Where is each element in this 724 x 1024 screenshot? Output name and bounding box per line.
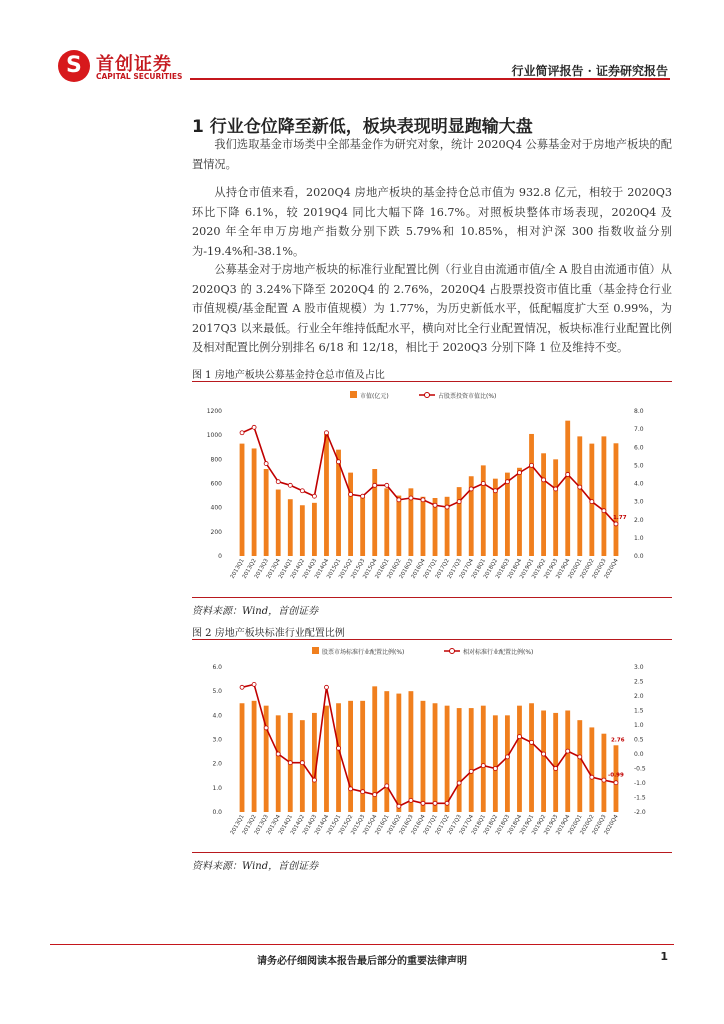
chart1-xtick: 2019Q4	[555, 558, 572, 580]
chart1-bar	[312, 503, 317, 556]
chart1-bar	[252, 448, 257, 556]
chart2-xtick: 2014Q1	[277, 814, 295, 836]
figure1-title: 图 1 房地产板块公募基金持仓总市值及占比	[192, 370, 385, 381]
chart1-bar	[614, 443, 619, 556]
chart1-line-point	[493, 489, 497, 493]
chart1-line-point	[276, 480, 280, 484]
logo-mark	[58, 50, 90, 82]
paragraph-1: 我们选取基金市场类中全部基金作为研究对象，统计 2020Q4 公募基金对于房地产板块的配置情况。	[192, 138, 672, 171]
chart1-bar	[457, 487, 462, 556]
chart1-line-point	[312, 494, 316, 498]
chart1-line-point	[517, 471, 521, 475]
chart1-bar	[577, 436, 582, 556]
chart2-line-point	[542, 752, 546, 756]
chart1-xtick: 2016Q1	[374, 558, 391, 580]
chart2-ytick-right: 2.5	[634, 678, 644, 686]
chart1-bar	[300, 505, 305, 556]
chart1-xtick: 2020Q3	[591, 558, 608, 580]
chart2-line-point	[312, 778, 316, 782]
chart2-ytick-right: -1.5	[634, 794, 646, 802]
chart1-xtick: 2013Q2	[241, 558, 258, 580]
chart1-bar	[529, 434, 534, 556]
chart2-line-point	[276, 752, 280, 756]
chart1-xtick: 2018Q1	[470, 558, 488, 580]
chart1-bar	[481, 465, 486, 556]
chart2-bar	[384, 691, 389, 812]
chart1-line-point	[409, 496, 413, 500]
chart1-xtick: 2013Q3	[253, 558, 270, 580]
chart1-line-series	[242, 427, 616, 524]
chart2-ytick-right: -1.0	[634, 780, 646, 787]
chart2-bar	[505, 715, 510, 812]
chart2-line-point	[590, 775, 594, 779]
chart1-line-point	[288, 483, 292, 487]
chart2-xtick: 2015Q3	[350, 814, 367, 836]
chart2-xtick: 2013Q3	[253, 814, 270, 836]
chart2-ytick-right: -2.0	[634, 809, 646, 816]
chart1-line-point	[457, 500, 461, 504]
chart1-line-point	[542, 478, 546, 482]
chart2-xtick: 2017Q3	[446, 814, 463, 836]
chart1-line-point	[385, 483, 389, 487]
chart1-legend-bar-swatch	[350, 391, 357, 398]
chart2-line-point	[288, 761, 292, 765]
chart1-line-point	[602, 509, 606, 513]
chart2-bar	[457, 708, 462, 812]
chart2-line-point	[324, 685, 328, 689]
chart1-line-point	[264, 462, 268, 466]
chart1-xtick: 2013Q4	[265, 558, 282, 580]
chart2-xtick: 2014Q3	[302, 814, 319, 836]
chart2-xtick: 2018Q4	[507, 814, 524, 836]
chart2-bar	[240, 703, 245, 812]
chart2-xtick: 2015Q2	[338, 814, 355, 836]
chart2-line-point	[300, 761, 304, 765]
chart1-line-point	[614, 522, 618, 526]
chart2-legend-line-marker	[450, 649, 455, 654]
chart2-xtick: 2020Q3	[591, 814, 608, 836]
chart2-line-point	[252, 682, 256, 686]
chart1-xtick: 2020Q1	[567, 558, 584, 580]
chart1-ytick-left: 800	[210, 456, 222, 464]
chart2-line-point	[264, 726, 268, 730]
chart2-xtick: 2013Q4	[265, 814, 282, 836]
chart2-ytick-left: 6.0	[212, 664, 222, 671]
chart2-bar	[276, 715, 281, 812]
chart1-bar	[264, 469, 269, 556]
chart2-ytick-left: 3.0	[212, 736, 222, 744]
chart1-xtick: 2014Q4	[314, 558, 331, 580]
chart2-ytick-right: 0.5	[634, 736, 644, 744]
chart1-ytick-left: 400	[210, 504, 222, 512]
chart1-xtick: 2015Q1	[326, 558, 343, 580]
chart2-legend-line-label: 相对标准行业配置比例(%)	[463, 649, 534, 656]
chart1-ytick-right: 2.0	[634, 516, 644, 524]
chart1-xtick: 2017Q3	[446, 558, 463, 580]
chart2-ytick-left: 0.0	[212, 809, 222, 816]
chart2-line-point	[445, 801, 449, 805]
chart2-xtick: 2013Q2	[241, 814, 258, 836]
chart1-ytick-left: 600	[210, 480, 222, 488]
company-logo	[58, 50, 198, 86]
chart2-xtick: 2014Q2	[289, 814, 307, 836]
chart2-line-point	[240, 685, 244, 689]
chart2-line-point	[373, 793, 377, 797]
chart1-xtick: 2018Q3	[495, 558, 512, 580]
chart1-line-point	[324, 431, 328, 435]
chart2-line-point	[469, 769, 473, 773]
chart2-ytick-left: 4.0	[212, 712, 222, 720]
chart1-xtick: 2019Q1	[519, 558, 536, 580]
chart1-xtick: 2015Q4	[362, 558, 379, 580]
chart2-line-point	[530, 740, 534, 744]
figure2-top-rule	[192, 639, 672, 640]
chart2-ytick-right: -0.5	[634, 765, 646, 773]
figure1-chart	[192, 384, 672, 594]
chart1-bar	[372, 469, 377, 556]
chart2-bar	[324, 706, 329, 812]
page-header	[0, 0, 724, 90]
chart1-ytick-left: 200	[210, 528, 222, 536]
logo-chinese-name: 首创证券	[96, 54, 172, 75]
chart2-line-point	[397, 804, 401, 808]
chart1-legend-line-label: 占股票投资市值比(%)	[438, 393, 497, 400]
chart1-bar	[541, 453, 546, 556]
chart1-xtick: 2019Q2	[531, 558, 548, 580]
figure1-bottom-rule	[192, 597, 672, 598]
chart1-line-point	[590, 500, 594, 504]
chart2-ytick-right: 1.5	[634, 707, 644, 715]
chart2-xtick: 2018Q3	[495, 814, 512, 836]
chart2-ytick-left: 2.0	[212, 760, 222, 768]
chart2-xtick: 2015Q4	[362, 814, 379, 836]
chart2-xtick: 2017Q2	[434, 814, 451, 836]
chart1-line-point	[578, 485, 582, 489]
chart1-bar	[421, 497, 426, 556]
chart1-xtick: 2017Q4	[458, 558, 475, 580]
section-title: 1 行业仓位降至新低，板块表现明显跑输大盘	[192, 117, 533, 137]
chart1-bar	[565, 421, 570, 556]
chart1-ytick-right: 7.0	[634, 426, 644, 434]
chart2-xtick: 2018Q2	[482, 814, 500, 836]
chart1-xtick: 2018Q4	[507, 558, 524, 580]
page-number: 1	[660, 950, 668, 963]
chart2-bar	[445, 706, 450, 812]
chart1-xtick: 2016Q4	[410, 558, 427, 580]
footer-disclaimer: 请务必仔细阅读本报告最后部分的重要法律声明	[257, 956, 467, 967]
chart1-line-point	[397, 498, 401, 502]
chart2-bar	[577, 720, 582, 812]
chart2-ytick-right: 2.0	[634, 693, 644, 700]
chart2-bar	[601, 734, 606, 812]
chart1-ytick-right: 8.0	[634, 408, 644, 415]
chart1-bar	[276, 490, 281, 556]
chart2-bar	[517, 706, 522, 812]
chart1-bar	[360, 497, 365, 556]
chart2-line-point	[614, 781, 618, 785]
chart1-bar	[348, 473, 353, 556]
chart1-bar	[517, 468, 522, 556]
chart2-xtick: 2020Q2	[579, 814, 596, 836]
chart1-bar	[601, 436, 606, 556]
chart2-xtick: 2015Q1	[326, 814, 343, 836]
chart1-line-point	[445, 505, 449, 509]
chart2-bar	[469, 708, 474, 812]
chart2-bar	[481, 706, 486, 812]
chart2-xtick: 2019Q1	[519, 814, 536, 836]
chart2-legend-bar-label: 股票市场标准行业配置比例(%)	[322, 649, 405, 656]
chart1-ytick-right: 6.0	[634, 444, 644, 452]
chart1-line-point	[373, 483, 377, 487]
chart1-xtick: 2020Q4	[603, 558, 620, 580]
chart2-line-point	[409, 798, 413, 802]
figure2-bottom-rule	[192, 852, 672, 853]
chart2-bar	[553, 713, 558, 812]
chart1-bar	[240, 444, 245, 556]
chart2-line-point	[385, 784, 389, 788]
chart1-line-point	[300, 489, 304, 493]
chart2-xtick: 2020Q4	[603, 814, 620, 836]
chart2-ytick-right: 1.0	[634, 722, 644, 729]
chart1-xtick: 2018Q2	[482, 558, 500, 580]
chart1-xtick: 2016Q3	[398, 558, 415, 580]
chart2-line-point	[517, 735, 521, 739]
chart2-xtick: 2016Q2	[386, 814, 403, 836]
chart2-xtick: 2020Q1	[567, 814, 584, 836]
chart2-xtick: 2017Q4	[458, 814, 475, 836]
chart1-xtick: 2015Q3	[350, 558, 367, 580]
chart1-data-label: 1.77	[612, 514, 627, 521]
chart2-bar	[336, 703, 341, 812]
chart1-ytick-right: 0.0	[634, 553, 644, 560]
chart1-line-point	[252, 425, 256, 429]
chart2-line-point	[493, 767, 497, 771]
chart2-ytick-right: 3.0	[634, 664, 644, 671]
chart1-line-point	[361, 494, 365, 498]
chart1-line-point	[349, 492, 353, 496]
chart1-line-point	[566, 472, 570, 476]
figure1-top-rule	[192, 381, 672, 382]
chart2-bar	[421, 701, 426, 812]
figure2-chart	[192, 642, 672, 850]
chart2-xtick: 2019Q2	[531, 814, 548, 836]
chart2-data-label: -0.99	[607, 772, 624, 779]
chart1-bar	[505, 473, 510, 556]
chart1-line-point	[240, 431, 244, 435]
chart2-line-series	[242, 684, 616, 806]
chart1-ytick-right: 1.0	[634, 534, 644, 542]
chart1-ytick-right: 5.0	[634, 462, 644, 470]
chart2-line-point	[433, 801, 437, 805]
chart1-line-point	[433, 503, 437, 507]
chart2-ytick-left: 1.0	[212, 784, 222, 792]
figure1-source: 资料来源：Wind，首创证券	[192, 606, 319, 617]
chart2-line-point	[457, 781, 461, 785]
chart2-xtick: 2018Q1	[470, 814, 488, 836]
chart2-line-point	[421, 801, 425, 805]
chart1-xtick: 2020Q2	[579, 558, 596, 580]
chart1-bar	[324, 434, 329, 556]
chart1-xtick: 2014Q2	[289, 558, 307, 580]
chart1-line-point	[337, 460, 341, 464]
chart1-line-point	[421, 498, 425, 502]
chart2-line-point	[505, 755, 509, 759]
chart1-ytick-left: 1200	[206, 408, 222, 415]
paragraph-3: 公募基金对于房地产板块的标准行业配置比例（行业自由流通市值/全 A 股自由流通市值）从 2020Q3 的 3.24%下降至 2020Q4 的 2.76%，2020Q4 占股票投资市值比重（基金持仓行业市值规模/基金配置 A 股市值规模）为 1.77%，为历史新低水平，低配幅度扩大至 0.99%，为 2017Q3 以来最低。行业全年维持低配水平，横向对比全行业配置情况，板块标准行业配置比例及相对配置比例分别排名 6/18 和 12/18，相比于 2020Q3 分别下降 1 位及维持不变。	[192, 263, 672, 354]
chart1-bar	[384, 488, 389, 556]
logo-mark-letter: S	[66, 53, 82, 78]
chart1-ytick-left: 0	[218, 553, 222, 560]
paragraph-2: 从持仓市值来看，2020Q4 房地产板块的基金持仓总市值为 932.8 亿元，相较于 2020Q3 环比下降 6.1%，较 2019Q4 同比大幅下降 16.7%。对照板块整体市场表现，2020Q4 及 2020 年全年申万房地产指数分别下跌 5.79%和 10.85%，相对沪深 300 指数收益分别为-19.4%和-38.1%。	[192, 186, 672, 258]
chart2-bar	[396, 694, 401, 812]
chart2-ytick-right: 0.0	[634, 751, 644, 758]
chart1-xtick: 2016Q2	[386, 558, 403, 580]
chart1-xtick: 2014Q3	[302, 558, 319, 580]
chart2-legend-bar-swatch	[312, 647, 319, 654]
chart1-line-point	[554, 487, 558, 491]
chart1-bar	[553, 459, 558, 556]
chart1-xtick: 2013Q1	[229, 558, 246, 580]
chart2-bar	[360, 701, 365, 812]
chart2-xtick: 2016Q3	[398, 814, 415, 836]
header-divider	[190, 78, 670, 80]
chart2-bar	[433, 703, 438, 812]
chart2-line-point	[554, 767, 558, 771]
chart1-line-point	[469, 487, 473, 491]
footer-divider	[50, 944, 674, 945]
chart1-line-point	[481, 482, 485, 486]
report-type-label: 行业简评报告 · 证券研究报告	[511, 64, 668, 78]
chart2-line-point	[349, 787, 353, 791]
chart2-bar	[408, 691, 413, 812]
chart2-bar	[589, 727, 594, 812]
figure2-source: 资料来源：Wind，首创证券	[192, 861, 319, 872]
chart2-xtick: 2016Q4	[410, 814, 427, 836]
chart1-ytick-right: 3.0	[634, 498, 644, 506]
chart2-line-point	[602, 778, 606, 782]
chart2-xtick: 2017Q1	[422, 814, 439, 836]
chart1-xtick: 2019Q3	[543, 558, 560, 580]
chart1-line-point	[530, 463, 534, 467]
chart1-bar	[288, 499, 293, 556]
chart2-line-point	[337, 746, 341, 750]
chart2-bar	[541, 711, 546, 813]
chart1-ytick-left: 1000	[206, 432, 222, 440]
chart2-line-point	[361, 790, 365, 794]
chart2-xtick: 2014Q4	[314, 814, 331, 836]
chart2-data-label: 2.76	[610, 737, 625, 744]
figure2-title: 图 2 房地产板块标准行业配置比例	[192, 628, 345, 639]
chart2-ytick-left: 5.0	[212, 688, 222, 696]
chart2-bar	[493, 715, 498, 812]
chart2-bar	[348, 701, 353, 812]
chart1-line-point	[505, 480, 509, 484]
chart2-xtick: 2019Q3	[543, 814, 560, 836]
chart1-xtick: 2017Q2	[434, 558, 451, 580]
chart1-xtick: 2017Q1	[422, 558, 439, 580]
chart2-bar	[529, 703, 534, 812]
chart2-line-point	[481, 764, 485, 768]
chart1-legend-bar-label: 市值(亿元)	[360, 393, 389, 400]
chart1-bar	[396, 496, 401, 556]
chart2-line-point	[578, 755, 582, 759]
logo-english-name: CAPITAL SECURITIES	[96, 72, 183, 81]
chart2-bar	[252, 701, 257, 812]
chart2-xtick: 2016Q1	[374, 814, 391, 836]
chart2-line-point	[566, 749, 570, 753]
chart2-xtick: 2019Q4	[555, 814, 572, 836]
chart1-xtick: 2015Q2	[338, 558, 355, 580]
chart1-legend-line-marker	[425, 393, 430, 398]
chart2-bar	[565, 711, 570, 813]
chart1-xtick: 2014Q1	[277, 558, 295, 580]
chart2-xtick: 2013Q1	[229, 814, 246, 836]
chart1-ytick-right: 4.0	[634, 480, 644, 488]
